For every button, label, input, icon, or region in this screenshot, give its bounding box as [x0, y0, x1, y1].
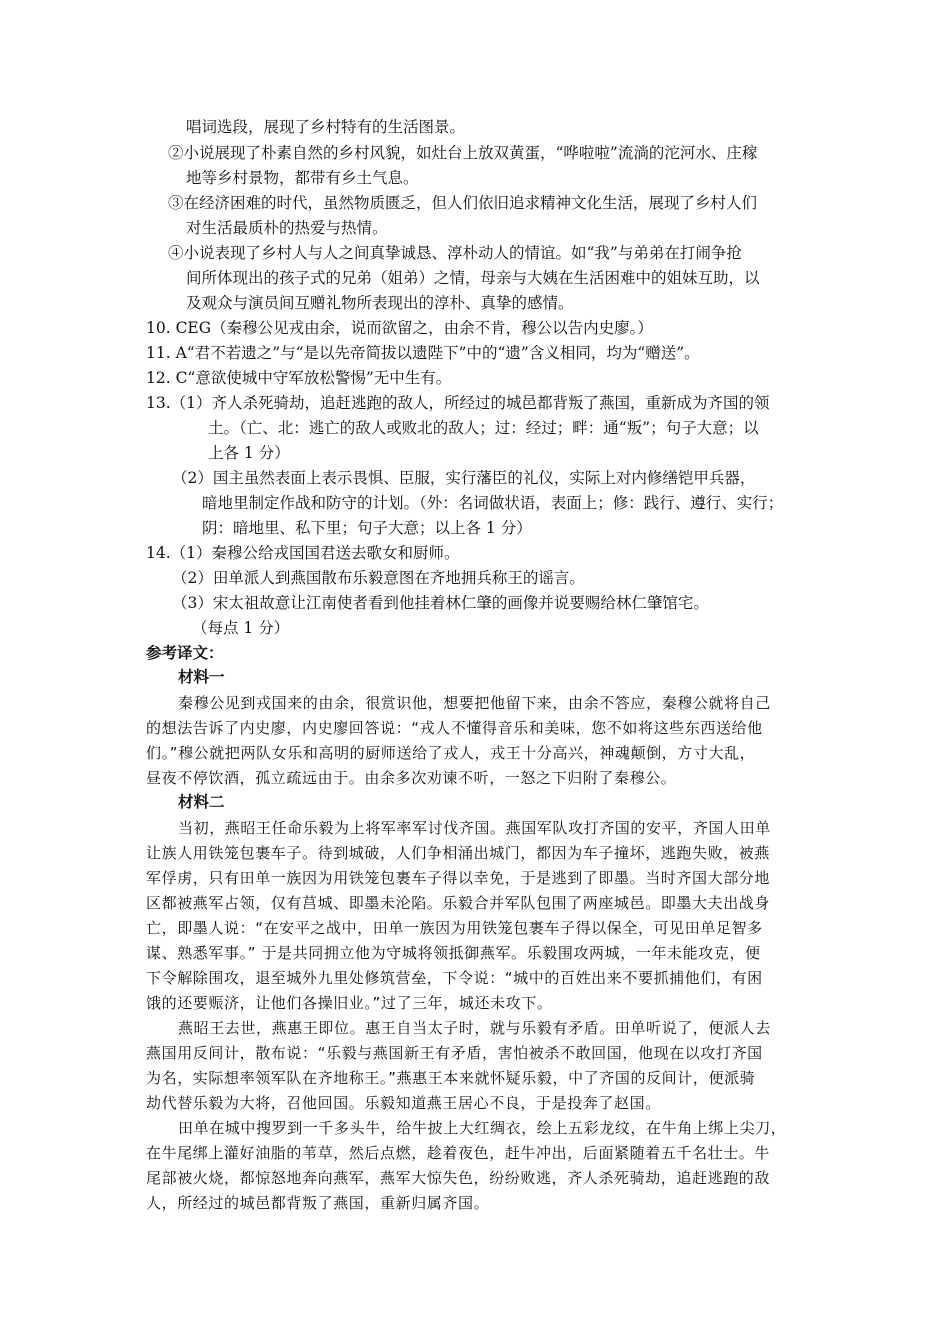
answer-14-3: （3）宋太祖故意让江南使者看到他挂着林仁肇的画像并说要赐给林仁肇馆宅。: [172, 594, 709, 612]
q9-continuation: 唱词选段，展现了乡村特有的生活图景。: [186, 118, 466, 136]
material-1-title: 材料一: [178, 667, 225, 686]
material-2-para-3-line: 田单在城中搜罗到一千多头牛，给牛披上大红绸衣，绘上五彩龙纹，在牛角上绑上尖刀，: [178, 1119, 787, 1137]
answer-14-2: （2）田单派人到燕国散布乐毅意图在齐地拥兵称王的谣言。: [172, 569, 585, 587]
answer-13-1-line-1: 13.（1）齐人杀死骑劫，追赶逃跑的敌人，所经过的城邑都背叛了燕国，重新成为齐国的领: [146, 394, 770, 412]
q9-point-2-line-2: 地等乡村景物，都带有乡土气息。: [186, 169, 419, 187]
material-1-line: 们。”穆公就把两队女乐和高明的厨师送给了戎人，戎王十分高兴，神魂颠倒，方寸大乱，: [146, 744, 756, 762]
material-2-para-2-line: 燕国用反间计，散布说：“乐毅与燕国新王有矛盾，害怕被杀不敢回国，他现在以攻打齐国: [146, 1044, 763, 1062]
q9-point-2-line-1: ②小说展现了朴素自然的乡村风貌，如灶台上放双黄蛋，“哗啦啦”流淌的沱河水、庄稼: [168, 144, 758, 162]
material-2-line: 当初，燕昭王任命乐毅为上将军率军讨伐齐国。燕国军队攻打齐国的安平，齐国人田单: [178, 819, 771, 837]
material-2-line: 区都被燕军占领，仅有莒城、即墨未沦陷。乐毅合并军队包围了两座城邑。即墨大夫出战身: [146, 894, 771, 912]
material-2-para-3-line: 在牛尾绑上灌好油脂的苇草，然后点燃，趁着夜色，赶牛冲出，后面紧随着五千名壮士。牛: [146, 1144, 771, 1162]
material-2-line: 谋、熟悉军事。” 于是共同拥立他为守城将领抵御燕军。乐毅围攻两城，一年未能攻克，便: [146, 944, 761, 962]
answer-13-2-line-3: 阴：暗地里、私下里；句子大意；以上各 1 分）: [202, 519, 532, 537]
material-2-para-2-line: 为名，实际想率领军队在齐地称王。”燕惠王本来就怀疑乐毅，中了齐国的反间计，便派骑: [146, 1069, 756, 1087]
q9-point-4-line-3: 及观众与演员间互赠礼物所表现出的淳朴、真挚的感情。: [186, 294, 574, 312]
material-2-line: 让族人用铁笼包裹车子。待到城破，人们争相涌出城门，都因为车子撞坏，逃跑失败，被燕: [146, 844, 771, 862]
answer-13-2-line-2: 暗地里制定作战和防守的计划。（外：名词做状语，表面上；修：践行、遵行、实行；: [202, 494, 784, 512]
material-2-para-2-line: 劫代替乐毅为大将，召他回国。乐毅知道燕王居心不良，于是投奔了赵国。: [146, 1094, 661, 1112]
answer-14-1: 14.（1）秦穆公给戎国国君送去歌女和厨师。: [146, 544, 460, 562]
material-1-line: 昼夜不停饮酒，孤立疏远由于。由余多次劝谏不听，一怒之下归附了秦穆公。: [146, 769, 677, 787]
material-1-line: 秦穆公见到戎国来的由余，很赏识他，想要把他留下来，由余不答应，秦穆公就将自己: [178, 694, 771, 712]
material-2-line: 饿的还要赈济，让他们各操旧业。”过了三年，城还未攻下。: [146, 994, 553, 1012]
q9-point-3-line-2: 对生活最质朴的热爱与热情。: [186, 219, 388, 237]
material-2-line: 军俘虏，只有田单一族因为用铁笼包裹车子得以幸免，于是逃到了即墨。当时齐国大部分地: [146, 869, 771, 887]
q9-point-4-line-2: 间所体现出的孩子式的兄弟（姐弟）之情，母亲与大姨在生活困难中的姐妹互助，以: [186, 269, 760, 287]
material-1-line: 的想法告诉了内史廖，内史廖回答说：“戎人不懂得音乐和美味，您不如将这些东西送给他: [146, 719, 763, 737]
material-2-title: 材料二: [178, 792, 225, 811]
q9-point-3-line-1: ③在经济困难的时代，虽然物质匮乏，但人们依旧追求精神文化生活，展现了乡村人们: [168, 194, 758, 212]
answer-14-scoring: （每点 1 分）: [192, 619, 290, 637]
material-2-para-3-line: 人，所经过的城邑都背叛了燕国，重新归属齐国。: [146, 1194, 490, 1212]
answer-13-2-line-1: （2）国主虽然表面上表示畏惧、臣服，实行藩臣的礼仪，实际上对内修缮铠甲兵器，: [172, 469, 756, 487]
material-2-line: 下令解除围攻，退至城外九里处修筑营垒，下令说：“城中的百姓出来不要抓捕他们，有困: [146, 969, 763, 987]
translation-heading: 参考译文：: [146, 643, 224, 662]
answer-11: 11. A“君不若遗之”与“是以先帝简拔以遗陛下”中的“遗”含义相同，均为“赠送”。: [146, 344, 700, 362]
q9-point-4-line-1: ④小说表现了乡村人与人之间真挚诚恳、淳朴动人的情谊。如“我”与弟弟在打闹争抢: [168, 244, 742, 262]
material-2-para-3-line: 尾部被火烧，都惊怒地奔向燕军，燕军大惊失色，纷纷败逃，齐人杀死骑劫，追赶逃跑的敌: [146, 1169, 771, 1187]
material-2-para-2-line: 燕昭王去世，燕惠王即位。惠王自当太子时，就与乐毅有矛盾。田单听说了，便派人去: [178, 1019, 771, 1037]
material-2-line: 亡，即墨人说：“在安平之战中，田单一族因为用铁笼包裹车子得以保全，可见田单足智多: [146, 919, 763, 937]
answer-10: 10. CEG（秦穆公见戎由余，说而欲留之，由余不肯，穆公以告内史廖。）: [146, 319, 653, 337]
answer-12: 12. C“意欲使城中守军放松警惕”无中生有。: [146, 369, 452, 387]
answer-13-1-line-3: 上各 1 分）: [208, 444, 290, 462]
answer-13-1-line-2: 土。（亡、北：逃亡的敌人或败北的敌人；过：经过；畔：通“叛”；句子大意；以: [208, 419, 759, 437]
